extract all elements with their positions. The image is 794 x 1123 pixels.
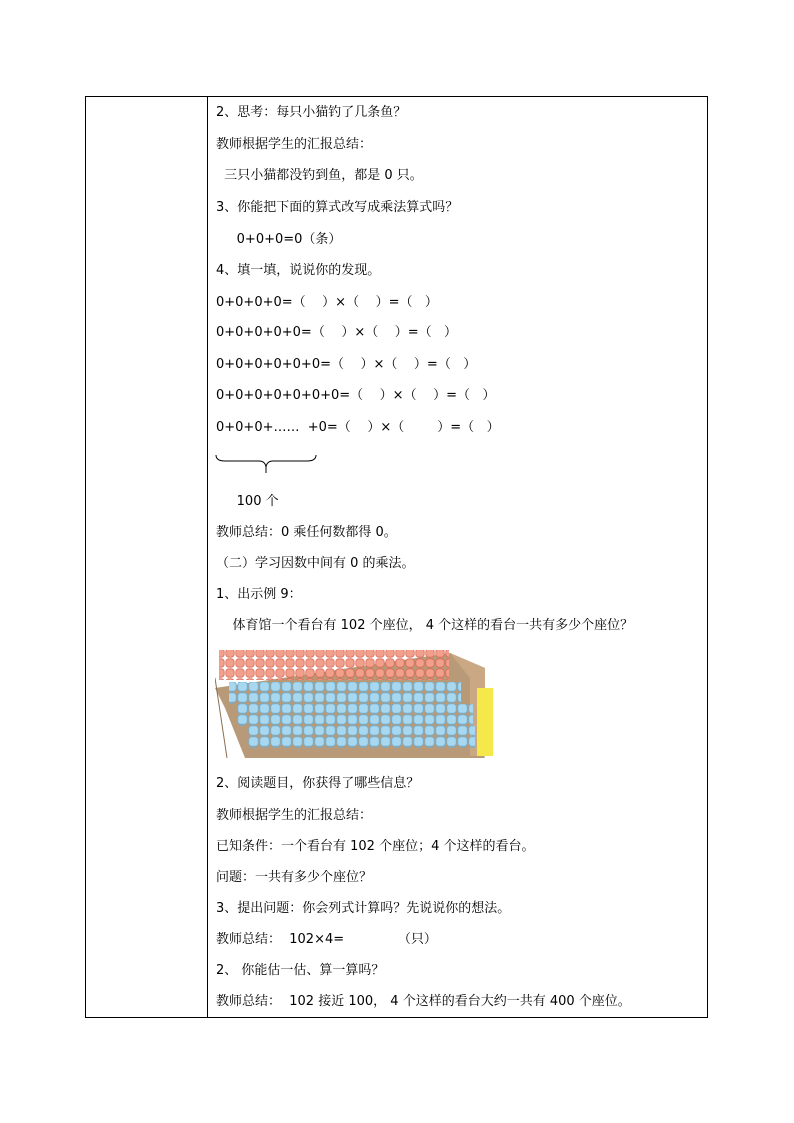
line-estimate-question: 2、 你能估一估、算一算吗？: [216, 963, 385, 978]
stadium-seats-image: [215, 648, 495, 758]
column-divider: [207, 97, 208, 1017]
line-example-9: 1、出示例 9：: [216, 587, 302, 602]
line-think-question: 2、思考：每只小猫钓了几条鱼？: [216, 105, 407, 120]
line-teacher-calc: 教师总结： 102×4= （只）: [216, 932, 437, 947]
line-equation-4: 0+0+0+0+0+0+0=（ ）×（ ）=（ ）: [216, 388, 496, 403]
line-teacher-summary-2: 教师根据学生的汇报总结：: [216, 808, 373, 823]
lesson-table: [85, 96, 708, 1018]
line-read-question: 2、阅读题目，你获得了哪些信息？: [216, 776, 420, 791]
line-equation-5: 0+0+0+…… +0=（ ）×（ ）=（ ）: [216, 420, 500, 435]
line-pose-question: 3、提出问题：你会列式计算吗？先说说你的想法。: [216, 901, 511, 916]
line-equation-2: 0+0+0+0+0=（ ）×（ ）=（ ）: [216, 325, 458, 340]
line-hundred-count: 100 个: [216, 494, 279, 509]
line-fill-in-heading: 4、填一填，说说你的发现。: [216, 263, 381, 278]
line-addition-example: 0+0+0=0（条）: [216, 232, 342, 247]
line-teacher-summary-1: 教师根据学生的汇报总结：: [216, 137, 373, 152]
line-stadium-problem: 体育馆一个看台有 102 个座位， 4 个这样的看台一共有多少个座位？: [216, 618, 634, 633]
line-zero-times-summary: 教师总结：0 乘任何数都得 0。: [216, 525, 397, 540]
line-estimate-summary: 教师总结： 102 接近 100， 4 个这样的看台大约一共有 400 个座位。: [216, 994, 631, 1009]
line-equation-1: 0+0+0+0=（ ）×（ ）=（ ）: [216, 295, 438, 310]
curly-brace-icon: [215, 454, 317, 474]
line-equation-3: 0+0+0+0+0+0=（ ）×（ ）=（ ）: [216, 357, 477, 372]
line-known-conditions: 已知条件：一个看台有 102 个座位；4 个这样的看台。: [216, 839, 535, 854]
line-rewrite-question: 3、你能把下面的算式改写成乘法算式吗？: [216, 200, 459, 215]
line-section-two: （二）学习因数中间有 0 的乘法。: [216, 556, 415, 571]
line-problem: 问题：一共有多少个座位？: [216, 870, 373, 885]
line-cats-no-fish: 三只小猫都没钓到鱼，都是 0 只。: [216, 168, 423, 183]
